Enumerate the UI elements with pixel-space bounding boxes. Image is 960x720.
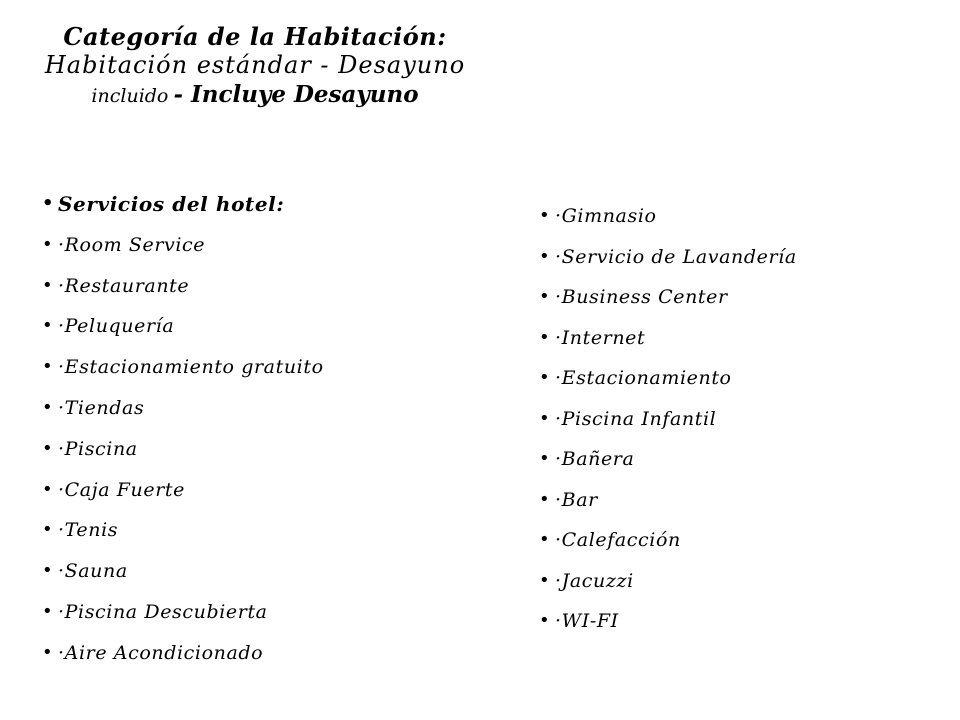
bullet-icon: • (539, 488, 551, 510)
service-item (42, 595, 324, 636)
bullet-icon: • (42, 315, 54, 337)
service-item-label: ·Gimnasio (555, 205, 657, 227)
service-item-label: ·Piscina Infantil (555, 407, 717, 430)
service-item (539, 564, 797, 605)
service-item-label: ·Tiendas (58, 396, 145, 419)
bullet-icon: • (539, 610, 551, 631)
service-item-label: ·WI-FI (555, 610, 619, 632)
service-item (539, 483, 797, 524)
bullet-icon: • (539, 407, 551, 429)
service-item (42, 391, 324, 432)
service-item (539, 402, 797, 443)
service-item-label: ·Jacuzzi (555, 569, 634, 592)
bullet-icon: • (539, 326, 551, 348)
service-item-label: ·Bañera (555, 448, 635, 470)
service-item-label: ·Estacionamiento (555, 367, 732, 389)
bullet-icon: • (42, 600, 54, 622)
bullet-icon: • (42, 641, 54, 663)
services-heading-text: Servicios del hotel: (58, 192, 285, 216)
service-item (42, 636, 324, 677)
bullet-icon: • (42, 233, 54, 255)
service-item-label: ·Sauna (58, 560, 128, 583)
service-item-label: ·Room Service (58, 233, 206, 256)
services-list-right (539, 199, 797, 645)
bullet-icon: • (42, 396, 54, 418)
room-type-label: Habitación estándar - Desayuno (44, 51, 466, 80)
bullet-icon: • (42, 193, 55, 214)
room-category-title (30, 22, 480, 109)
service-item-label: ·Servicio de Lavandería (555, 245, 797, 268)
breakfast-label: - Incluye Desayuno (173, 80, 419, 108)
bullet-icon: • (42, 356, 54, 378)
service-item (42, 228, 324, 269)
service-item-label: ·Caja Fuerte (58, 478, 185, 501)
service-item (539, 321, 797, 362)
breakfast-line (30, 81, 480, 109)
service-item (539, 604, 797, 645)
bullet-icon: • (539, 448, 551, 469)
service-item (539, 523, 797, 564)
service-item (539, 240, 797, 281)
service-item (42, 309, 324, 350)
service-item-label: ·Aire Acondicionado (58, 641, 264, 664)
service-item-label: ·Restaurante (58, 274, 190, 297)
service-item (42, 513, 324, 554)
bullet-icon: • (539, 286, 551, 307)
service-item-label: ·Estacionamiento gratuito (58, 356, 324, 379)
service-item (539, 280, 797, 321)
bullet-icon: • (539, 245, 551, 267)
service-item-label: ·Calefacción (555, 529, 681, 551)
bullet-icon: • (42, 274, 54, 296)
service-item-label: ·Piscina (58, 437, 138, 460)
bullet-icon: • (539, 529, 551, 550)
service-item-label: ·Internet (555, 326, 646, 349)
service-item (42, 350, 324, 391)
bullet-icon: • (539, 367, 551, 388)
service-item (539, 199, 797, 240)
service-item (42, 432, 324, 473)
services-heading (42, 187, 324, 228)
service-item (539, 442, 797, 483)
category-label: Categoría de la Habitación: (63, 22, 447, 51)
bullet-icon: • (42, 519, 54, 541)
service-item-label: ·Tenis (58, 519, 119, 542)
bullet-icon: • (42, 437, 54, 459)
service-item (42, 473, 324, 514)
bullet-icon: • (42, 560, 54, 582)
bullet-icon: • (539, 205, 551, 226)
bullet-icon: • (539, 569, 551, 591)
bullet-icon: • (42, 478, 54, 500)
included-label: incluido (91, 84, 169, 107)
service-item (539, 361, 797, 402)
service-item (42, 554, 324, 595)
services-list-left (42, 187, 324, 677)
service-item-label: ·Business Center (555, 286, 728, 308)
service-item (42, 269, 324, 310)
service-item-label: ·Piscina Descubierta (58, 600, 268, 623)
service-item-label: ·Bar (555, 488, 598, 511)
service-item-label: ·Peluquería (58, 315, 175, 338)
